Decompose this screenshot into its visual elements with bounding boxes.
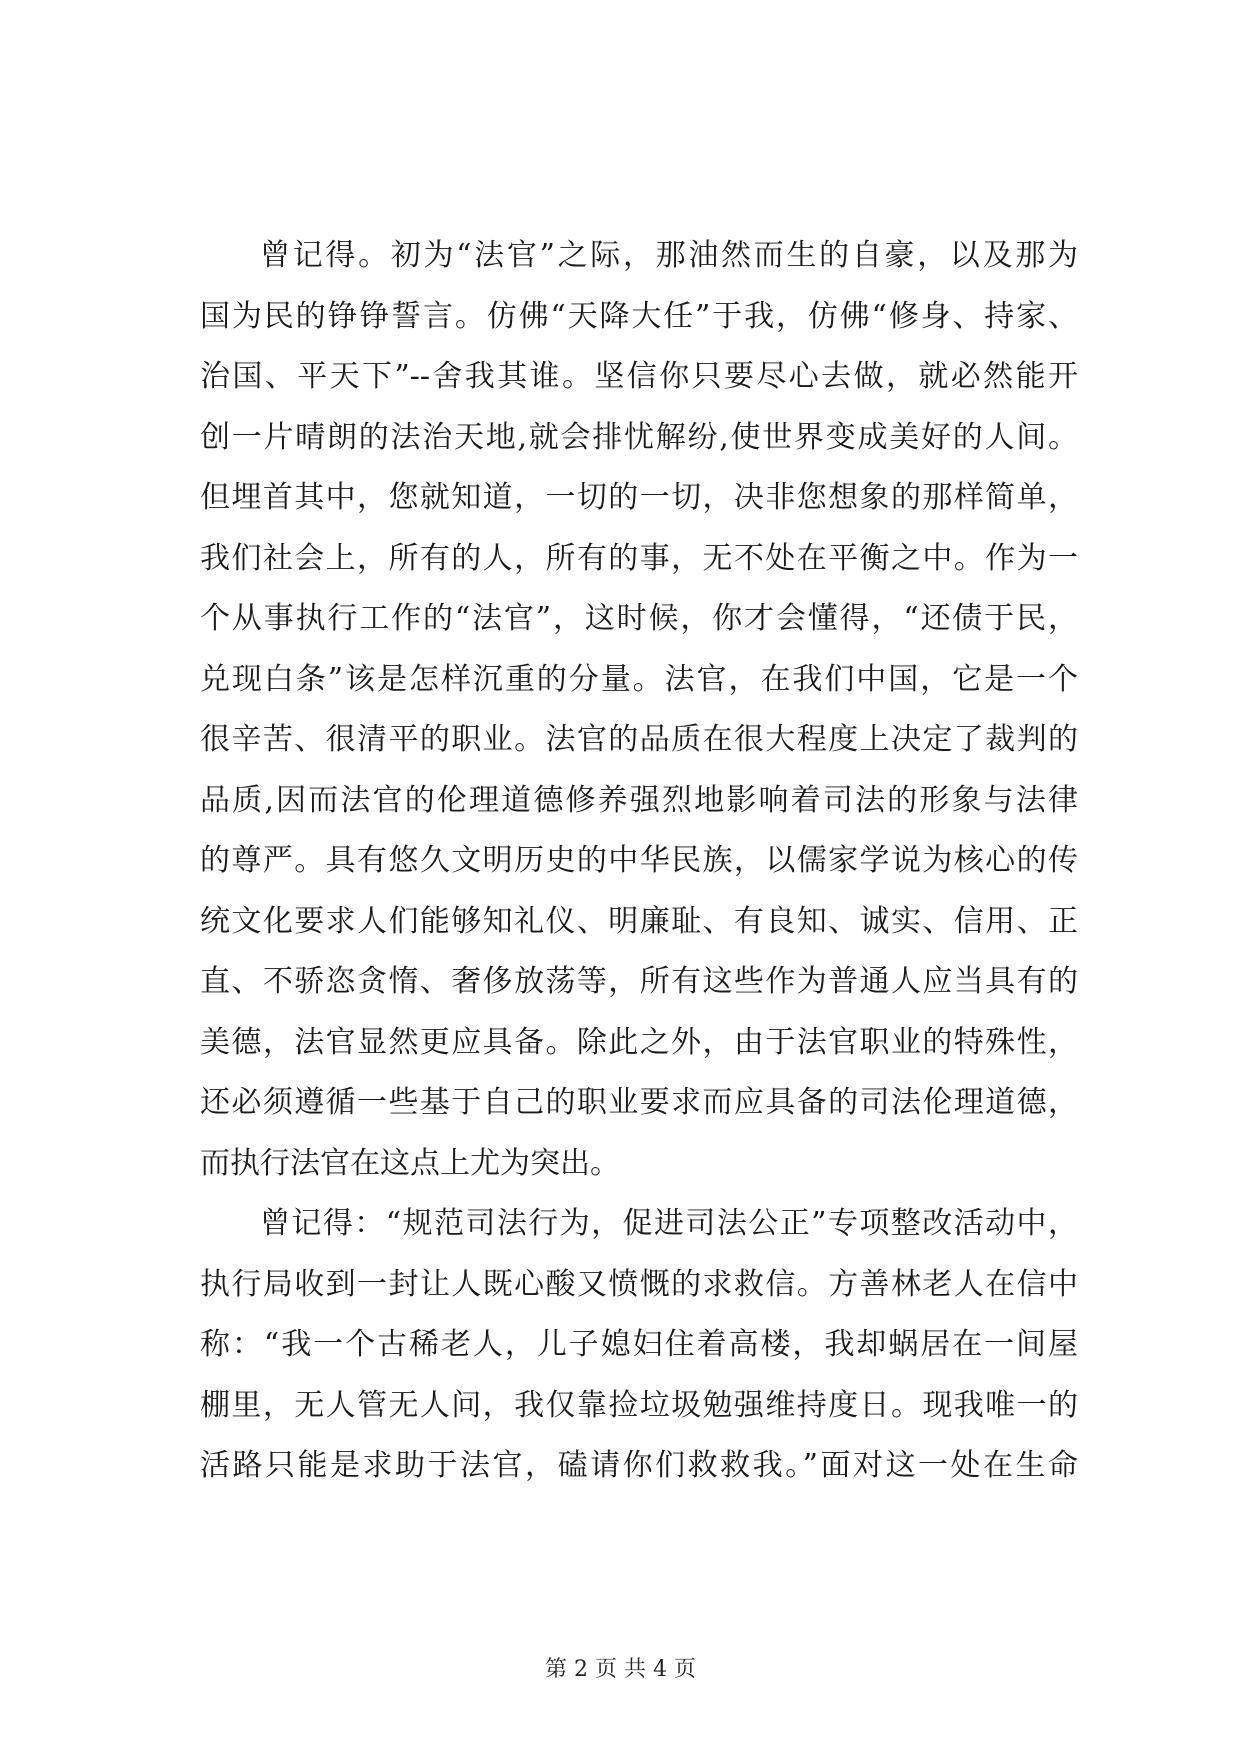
paragraph-1-line-14: 美德，法官显然更应具备。除此之外，由于法官职业的特殊性，: [200, 1024, 1078, 1060]
page-number-footer: 第 2 页 共 4 页: [545, 1657, 696, 1682]
paragraph-2-line-2: 执行局收到一封让人既心酸又愤慨的求救信。方善林老人在信中: [200, 1266, 1078, 1302]
paragraph-2-line-4: 棚里，无人管无人问，我仅靠捡垃圾勉强维持度日。现我唯一的: [200, 1387, 1078, 1423]
paragraph-1-line-8: 兑现白条”该是怎样沉重的分量。法官，在我们中国，它是一个: [200, 661, 1078, 697]
paragraph-2-line-5: 活路只能是求助于法官，磕请你们救救我。”面对这一处在生命: [200, 1448, 1078, 1483]
paragraph-1-line-1: 曾记得。初为“法官”之际，那油然而生的自豪，以及那为: [260, 238, 1078, 273]
paragraph-1-line-15: 还必须遵循一些基于自己的职业要求而应具备的司法伦理道德，: [200, 1085, 1078, 1120]
paragraph-1-line-6: 我们社会上，所有的人，所有的事，无不处在平衡之中。作为一: [200, 540, 1078, 576]
paragraph-1-line-16: 而执行法官在这点上尤为突出。: [200, 1145, 620, 1181]
paragraph-1-line-11: 的尊严。具有悠久文明历史的中华民族，以儒家学说为核心的传: [200, 843, 1078, 878]
paragraph-1-line-7: 个从事执行工作的“法官”，这时候，你才会懂得，“还债于民，: [200, 601, 1078, 636]
body-text: [200, 226, 1078, 1497]
paragraph-1-line-4: 创一片晴朗的法治天地,就会排忧解纷,使世界变成美好的人间。: [200, 419, 1078, 455]
paragraph-1-line-13: 直、不骄恣贪惰、奢侈放荡等，所有这些作为普通人应当具有的: [200, 964, 1078, 999]
paragraph-1-line-9: 很辛苦、很清平的职业。法官的品质在很大程度上决定了裁判的: [200, 722, 1078, 757]
paragraph-1-line-5: 但埋首其中，您就知道，一切的一切，决非您想象的那样简单，: [200, 480, 1078, 515]
paragraph-1-line-3: 治国、平天下”--舍我其谁。坚信你只要尽心去做，就必然能开: [200, 359, 1078, 394]
paragraph-1-line-10: 品质,因而法官的伦理道德修养强烈地影响着司法的形象与法律: [200, 782, 1078, 818]
paragraph-2-line-1: 曾记得：“规范司法行为，促进司法公正”专项整改活动中，: [260, 1206, 1078, 1241]
paragraph-1-line-12: 统文化要求人们能够知礼仪、明廉耻、有良知、诚实、信用、正: [200, 903, 1078, 939]
paragraph-2-line-3: 称：“我一个古稀老人，儿子媳妇住着高楼，我却蜗居在一间屋: [200, 1327, 1078, 1362]
paragraph-1-line-2: 国为民的铮铮誓言。仿佛“天降大任”于我，仿佛“修身、持家、: [200, 298, 1078, 334]
